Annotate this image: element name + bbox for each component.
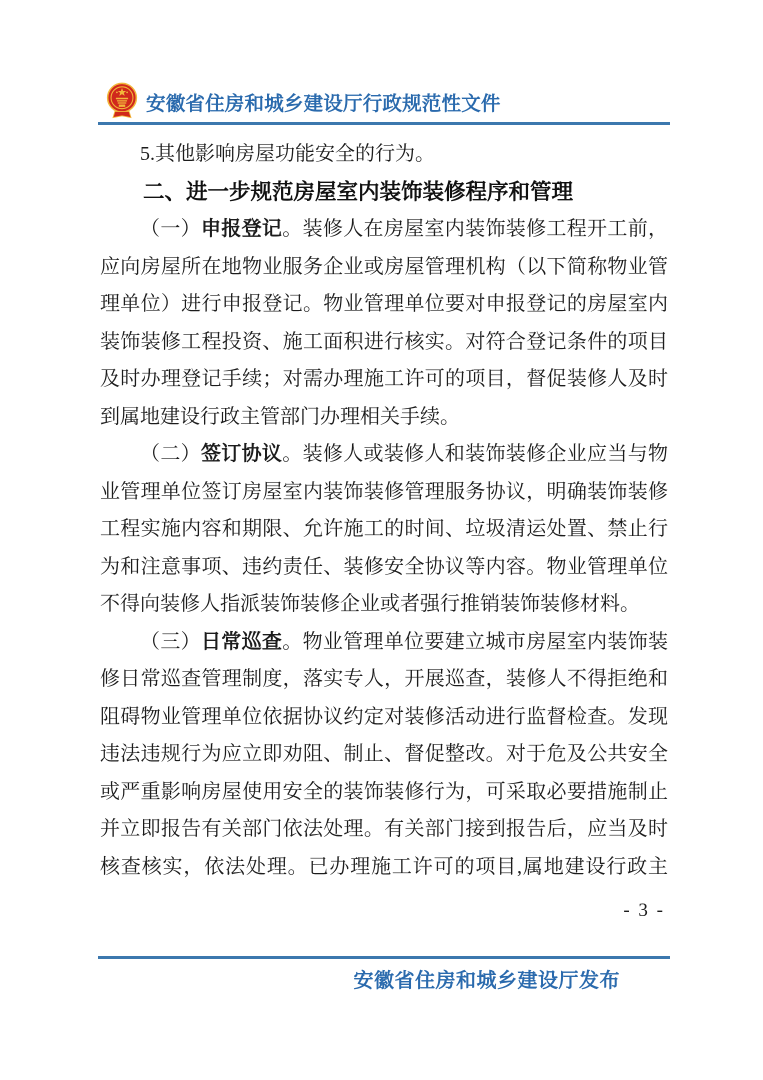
section-heading bbox=[100, 174, 668, 212]
text-segment-bold: 签订协议 bbox=[200, 443, 283, 465]
text-segment: 工程实施内容和期限、允许施工的时间、垃圾清运处置、禁止行 bbox=[100, 518, 668, 540]
text-line bbox=[100, 849, 668, 887]
document-header-title: 安徽省住房和城乡建设厅行政规范性文件 bbox=[146, 94, 501, 115]
text-line bbox=[100, 699, 668, 737]
page-number: - 3 - bbox=[623, 900, 665, 921]
text-segment: 业管理单位签订房屋室内装饰装修管理服务协议，明确装饰装修 bbox=[100, 480, 668, 503]
text-segment: 应向房屋所在地物业服务企业或房屋管理机构（以下简称物业管 bbox=[100, 255, 668, 278]
text-line bbox=[100, 399, 668, 437]
text-line bbox=[100, 249, 668, 287]
text-segment: （一） bbox=[140, 218, 201, 240]
text-line bbox=[100, 511, 668, 549]
text-line bbox=[100, 324, 668, 362]
text-segment-bold: 申报登记 bbox=[200, 218, 283, 240]
text-segment: 不得向装修人指派装饰装修企业或者强行推销装饰装修材料。 bbox=[100, 593, 640, 615]
text-segment: 。装修人在房屋室内装饰装修工程开工前， bbox=[282, 218, 668, 240]
text-segment: 到属地建设行政主管部门办理相关手续。 bbox=[100, 405, 460, 428]
text-segment: 或严重影响房屋使用安全的装饰装修行为，可采取必要措施制止 bbox=[100, 780, 668, 803]
text-segment: 阻碍物业管理单位依据协议约定对装修活动进行监督检查。发现 bbox=[100, 705, 668, 728]
text-segment: 装饰装修工程投资、施工面积进行核实。对符合登记条件的项目 bbox=[100, 330, 668, 353]
text-line bbox=[100, 811, 668, 849]
footer-publisher: 安徽省住房和城乡建设厅发布 bbox=[353, 970, 620, 992]
text-line bbox=[100, 549, 668, 587]
text-line bbox=[100, 436, 668, 474]
text-segment: 违法违规行为应立即劝阻、制止、督促整改。对于危及公共安全 bbox=[100, 743, 668, 765]
text-line bbox=[100, 586, 668, 624]
document-body bbox=[100, 136, 668, 886]
text-line bbox=[100, 624, 668, 662]
text-line bbox=[100, 736, 668, 774]
text-segment: 核查核实，依法处理。已办理施工许可的项目,属地建设行政主 bbox=[100, 855, 668, 878]
text-line bbox=[100, 286, 668, 324]
text-segment: 修日常巡查管理制度，落实专人，开展巡查，装修人不得拒绝和 bbox=[100, 668, 668, 690]
text-segment: 5.其他影响房屋功能安全的行为。 bbox=[140, 143, 435, 165]
text-segment-bold: 二、进一步规范房屋室内装饰装修程序和管理 bbox=[143, 179, 574, 204]
text-line bbox=[100, 774, 668, 812]
text-line bbox=[100, 474, 668, 512]
text-segment-bold: 日常巡查 bbox=[200, 630, 283, 653]
national-emblem-icon bbox=[105, 82, 139, 122]
footer-divider-line bbox=[98, 956, 670, 959]
text-line bbox=[100, 661, 668, 699]
text-segment: 为和注意事项、违约责任、装修安全协议等内容。物业管理单位 bbox=[100, 555, 668, 578]
text-segment: 。装修人或装修人和装饰装修企业应当与物 bbox=[282, 443, 668, 465]
text-line bbox=[100, 211, 668, 249]
text-segment: 并立即报告有关部门依法处理。有关部门接到报告后，应当及时 bbox=[100, 818, 668, 840]
document-header bbox=[105, 82, 501, 122]
text-segment: 及时办理登记手续；对需办理施工许可的项目，督促装修人及时 bbox=[100, 368, 668, 390]
header-divider-line bbox=[98, 122, 670, 125]
text-segment: 理单位）进行申报登记。物业管理单位要对申报登记的房屋室内 bbox=[100, 293, 668, 315]
text-line bbox=[100, 361, 668, 399]
text-segment: （二） bbox=[140, 443, 201, 465]
text-segment: （三） bbox=[140, 630, 201, 653]
text-segment: 。物业管理单位要建立城市房屋室内装饰装 bbox=[282, 630, 668, 653]
text-line bbox=[100, 136, 668, 174]
